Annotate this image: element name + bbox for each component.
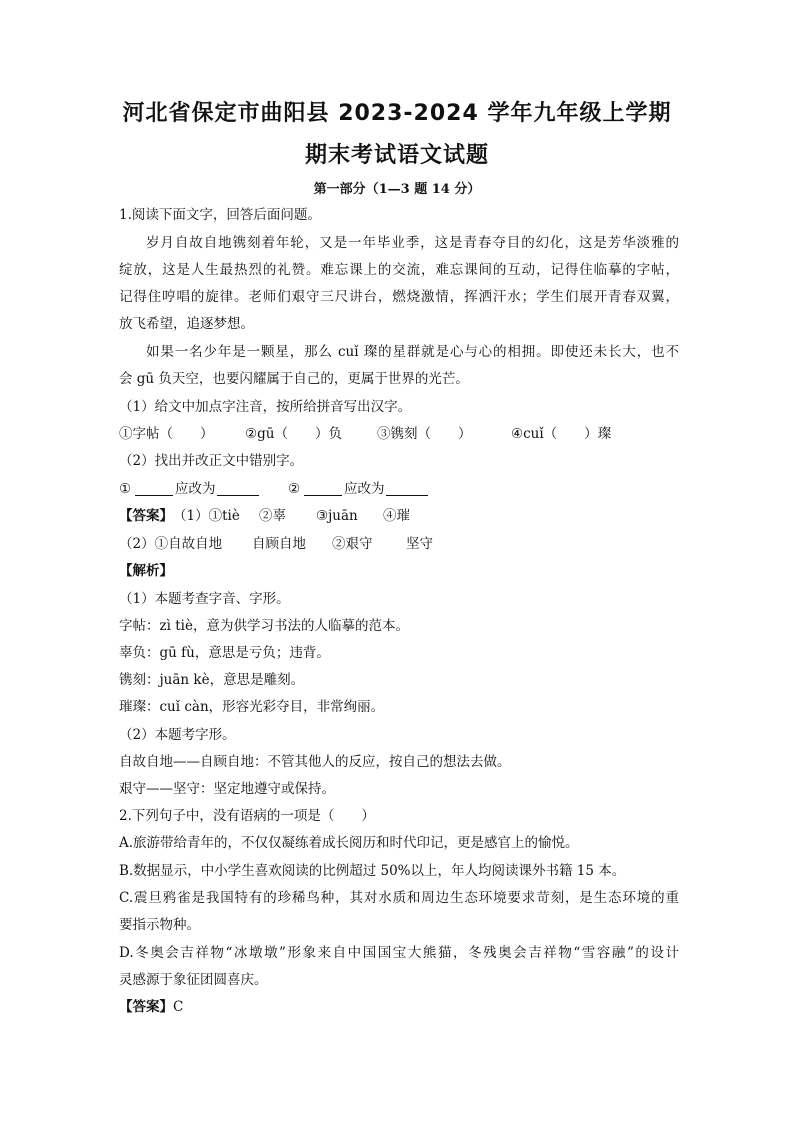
q1-passage-p2-line2: 会 gū 负天空，也要闪耀属于自己的，更属于世界的光芒。 [119,371,469,387]
q2-option-d-line2: 灵感源于象征团圆喜庆。 [119,972,268,988]
analysis-label: 【解析】 [119,563,173,579]
q1-passage-p1-line3: 记得住哼唱的旋律。老师们艰守三尺讲台，燃烧激情，挥洒汗水；学生们展开青春双翼， [119,289,679,305]
q2-option-c-line2: 要指示物种。 [119,917,200,933]
analysis-line: （2）本题考字形。 [119,727,236,743]
q2-option-b: B.数据显示，中小学生喜欢阅读的比例超过 50%以上，年人均阅读课外书籍 15 本。 [119,863,626,879]
answer-item: （2）①自故自地 [119,536,223,552]
analysis-line: 璀璨：cuǐ càn，形容光彩夺目，非常绚丽。 [119,699,385,715]
answer-item: ②辜 [259,508,286,524]
answer-item: ④璀 [383,508,410,524]
document-title-line1: 河北省保定市曲阳县 2023-2024 学年九年级上学期 [122,101,672,126]
q1-passage-p1-line1: 岁月自故自地镌刻着年轮，又是一年毕业季，这是青春夺目的幻化，这是芳华淡雅的 [146,235,679,251]
answer-item: （1）①tiè [173,508,240,524]
q1-passage-p1-line2: 绽放，这是人生最热烈的礼赞。难忘课上的交流，难忘课间的互动，记得住临摹的字帖， [119,262,679,278]
pinyin-item: ④cuǐ（ ）璨 [511,426,612,442]
answer-item: 坚守 [406,536,433,552]
q1-prompt: 1.阅读下面文字，回答后面问题。 [119,207,321,223]
correction-b-number: ② [288,481,301,497]
q1-passage-p2-line1: 如果一名少年是一颗星，那么 cuǐ 璨的星群就是心与心的相拥。即使还未长大，也不 [146,344,679,360]
answer-blank [386,481,428,496]
correction-a-label: 应改为 [175,481,216,497]
q1-sub-question-2: （2）找出并改正文中错别字。 [119,453,304,469]
q2-option-a: A.旅游带给青年的，不仅仅凝练着成长阅历和时代印记，更是感官上的愉悦。 [119,835,579,851]
analysis-line: 自故自地——自顾自地：不管其他人的反应，按自己的想法去做。 [119,754,511,770]
pinyin-item: ①字帖（ ） [119,426,214,442]
analysis-line: 字帖：zì tiè，意为供学习书法的人临摹的范本。 [119,618,409,634]
pinyin-item: ②gū（ ）负 [245,426,342,442]
analysis-line: 辜负：gū fù，意思是亏负；违背。 [119,645,330,661]
answer-blank [135,481,173,496]
answer-item: ②艰守 [332,536,373,552]
answer-blank [217,481,259,496]
pinyin-item: ③镌刻（ ） [377,426,472,442]
correction-a-number: ① [119,481,132,497]
analysis-line: 艰守——坚守：坚定地遵守或保持。 [119,781,335,797]
analysis-line: 镌刻：juān kè，意思是雕刻。 [119,672,305,688]
q1-sub-question-1: （1）给文中加点字注音，按所给拼音写出汉字。 [119,399,412,415]
section-header: 第一部分（1—3 题 14 分） [313,182,481,197]
q2-option-d-line1: D.冬奥会吉祥物“冰墩墩”形象来自中国国宝大熊猫，冬残奥会吉祥物“雪容融”的设计 [119,945,679,961]
answer-blank [304,481,342,496]
answer-item: ③juān [316,508,358,524]
q2-answer-row [119,997,679,1017]
q1-passage-p1-line4: 放飞希望，追逐梦想。 [119,316,254,332]
q2-answer-value: C [173,999,184,1015]
q2-prompt: 2.下列句子中，没有语病的一项是（ ） [119,808,375,824]
answer-label: 【答案】 [119,999,173,1015]
q2-option-c-line1: C.震旦鸦雀是我国特有的珍稀鸟种，其对水质和周边生态环境要求苛刻，是生态环境的重 [119,890,679,906]
answer-item: 自顾自地 [252,536,306,552]
answer-label: 【答案】 [119,508,173,524]
document-title-line2: 期末考试语文试题 [304,143,489,168]
correction-b-label: 应改为 [344,481,385,497]
analysis-line: （1）本题考查字音、字形。 [119,591,290,607]
